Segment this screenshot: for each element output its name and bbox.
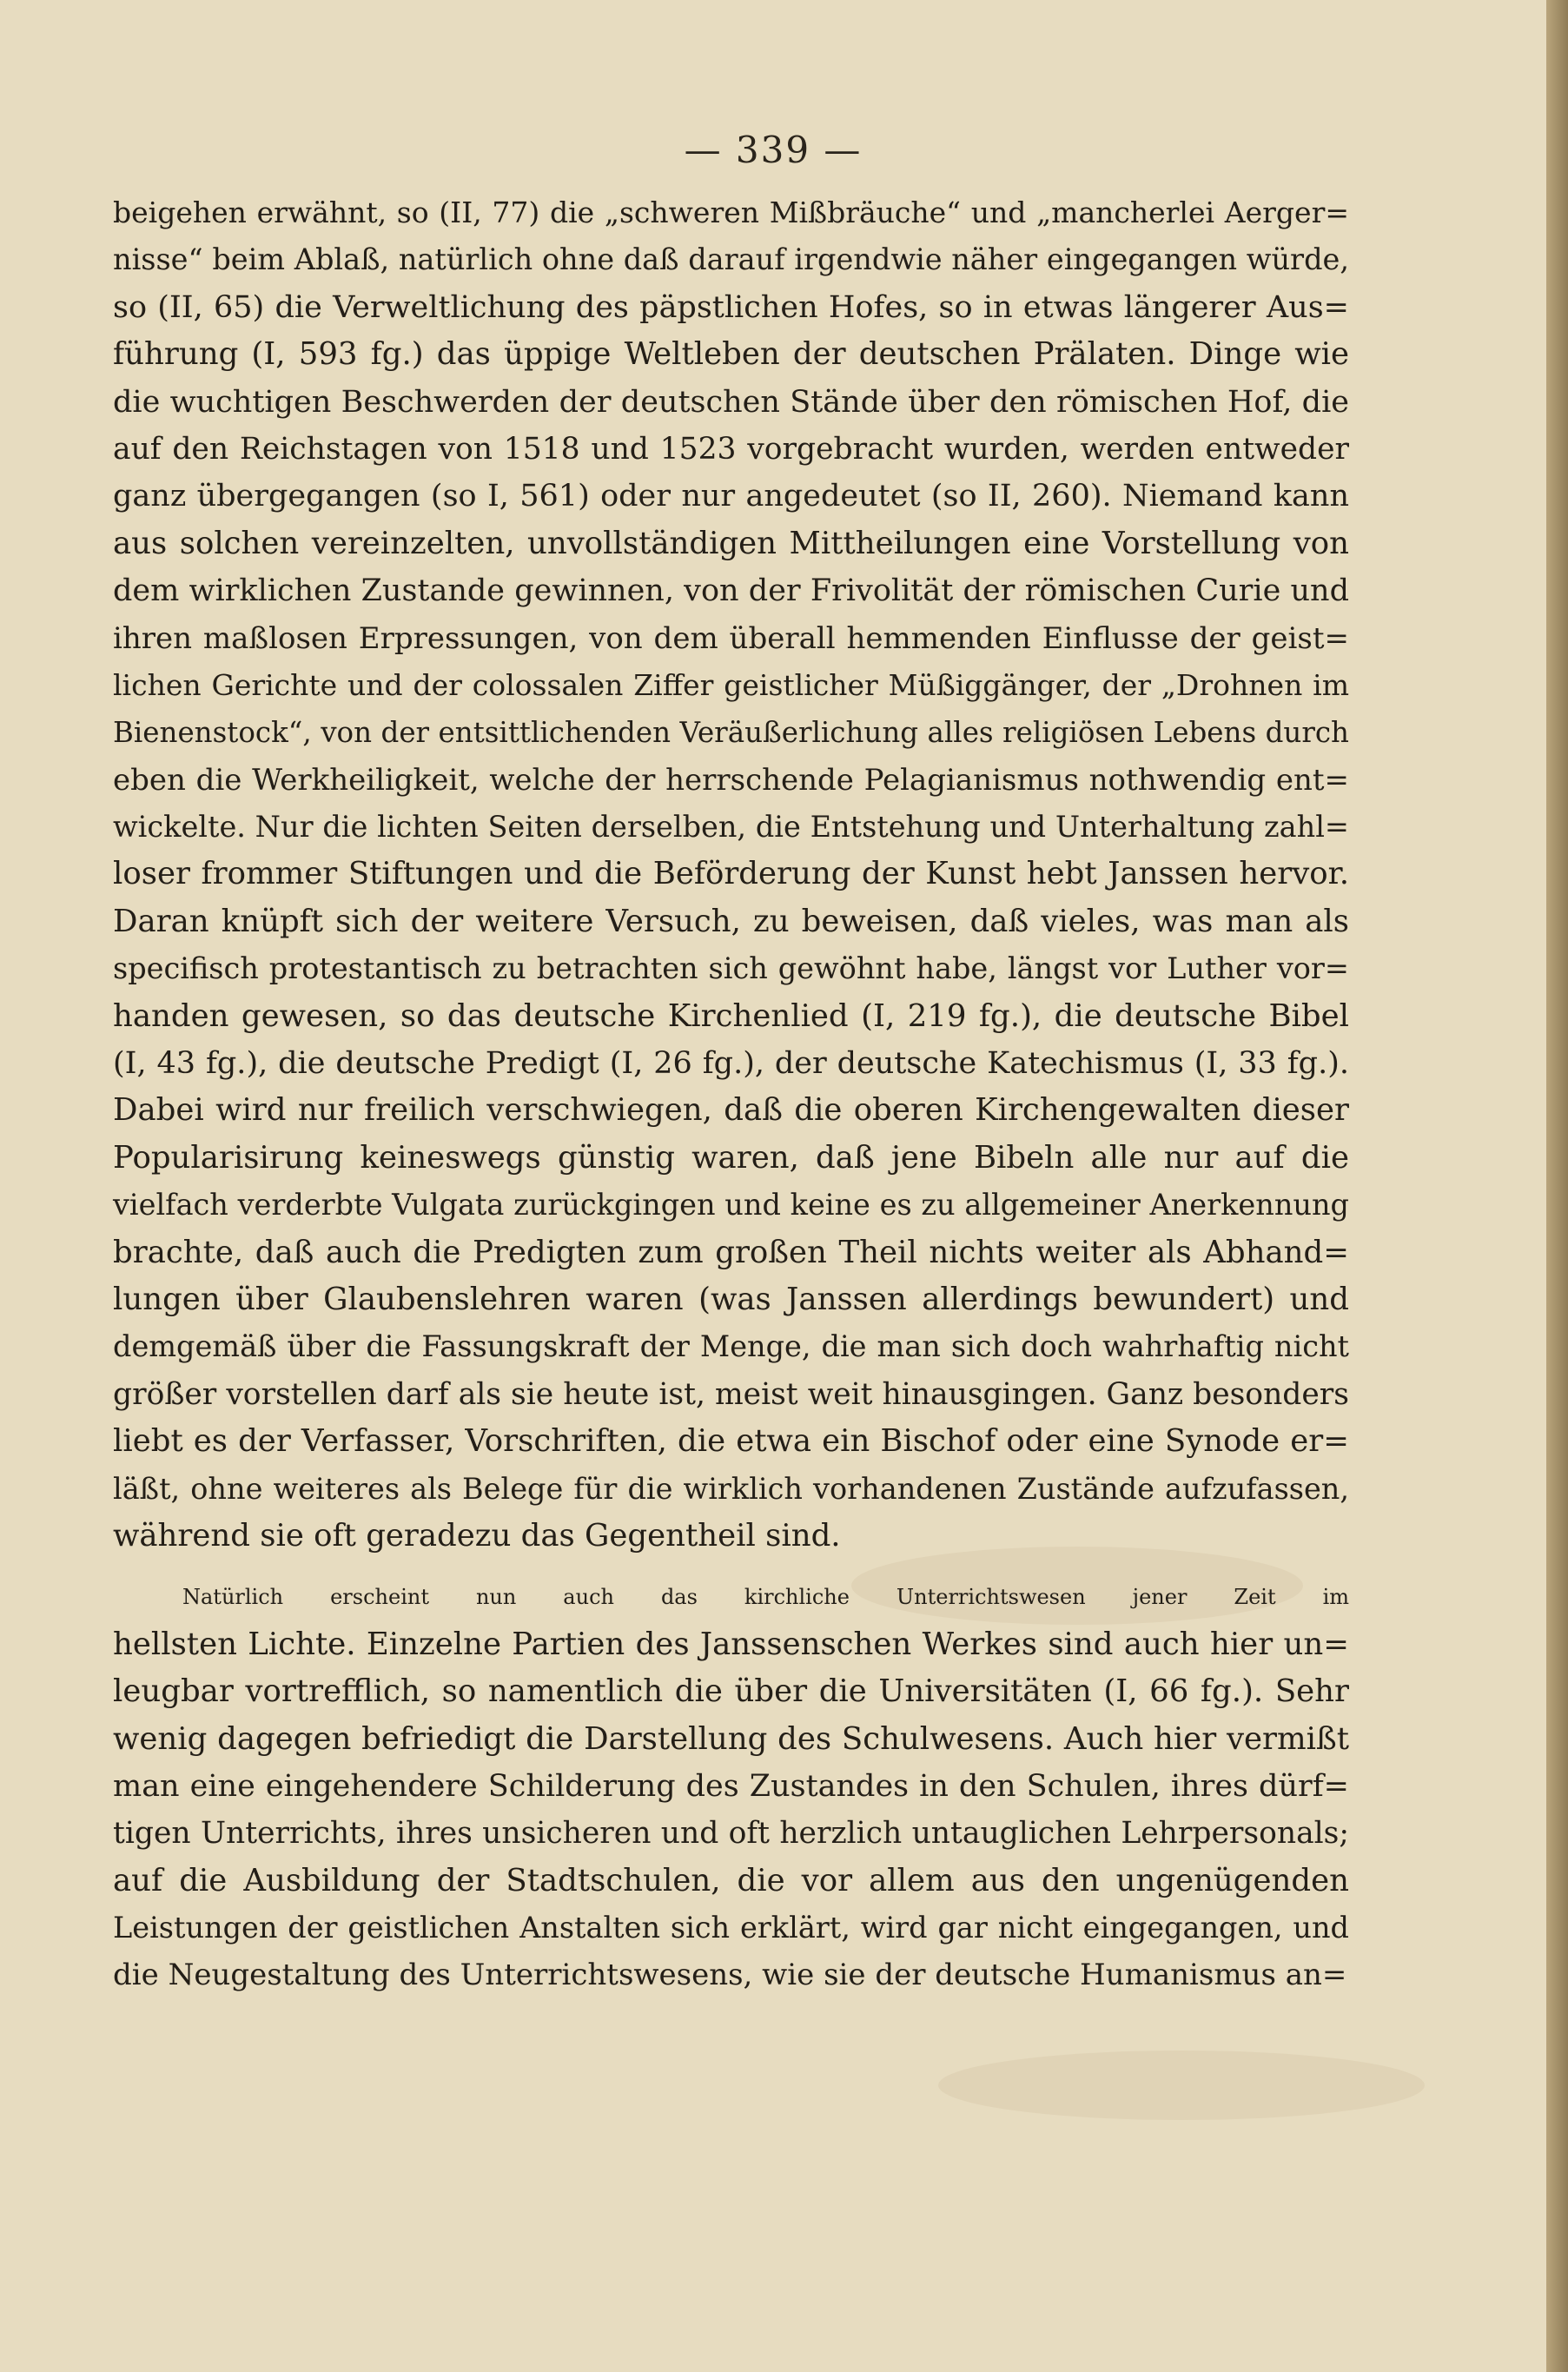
paragraph <box>113 189 1349 1560</box>
text-line: aus solchen vereinzelten, unvollständigen Mittheilungen eine Vorstellung von <box>113 525 1349 561</box>
paragraph <box>113 1574 1349 1999</box>
text-line: brachte, daß auch die Predigten zum großen Theil nichts weiter als Abhand= <box>113 1234 1349 1270</box>
text-line: auf die Ausbildung der Stadtschulen, die vor allem aus den ungenügenden <box>113 1862 1349 1898</box>
text-line: die wuchtigen Beschwerden der deutschen Stände über den römischen Hof, die <box>113 384 1349 420</box>
text-line: wenig dagegen befriedigt die Darstellung des Schulwesens. Auch hier vermißt <box>113 1720 1349 1757</box>
text-line: lungen über Glaubenslehren waren (was Janssen allerdings bewundert) und <box>113 1281 1349 1317</box>
text-line: Bienenstock“, von der entsittlichenden Veräußerlichung alles religiösen Lebens durch <box>113 716 1349 750</box>
text-line: leugbar vortrefflich, so namentlich die über die Universitäten (I, 66 fg.). Sehr <box>113 1673 1349 1710</box>
page-edge <box>1546 0 1568 2372</box>
text-line: während sie oft geradezu das Gegentheil sind. <box>113 1517 841 1554</box>
text-line: loser frommer Stiftungen und die Beförderung der Kunst hebt Janssen hervor. <box>113 856 1349 892</box>
text-line: vielfach verderbte Vulgata zurückgingen und keine es zu allgemeiner Anerkennung <box>113 1188 1349 1222</box>
body-text <box>113 189 1349 1999</box>
text-line: Dabei wird nur freilich verschwiegen, daß die oberen Kirchengewalten dieser <box>113 1092 1349 1129</box>
text-line: so (II, 65) die Verweltlichung des päpstlichen Hofes, so in etwas längerer Aus= <box>113 289 1349 325</box>
text-line: wickelte. Nur die lichten Seiten derselben, die Entstehung und Unterhaltung zahl= <box>113 810 1349 845</box>
text-line: die Neugestaltung des Unterrichtswesens, wie sie der deutsche Humanismus an= <box>113 1958 1347 1993</box>
text-line: ganz übergegangen (so I, 561) oder nur angedeutet (so II, 260). Niemand kann <box>113 479 1349 514</box>
text-line: beigehen erwähnt, so (II, 77) die „schweren Mißbräuche“ und „mancherlei Aerger= <box>113 195 1349 229</box>
text-line: liebt es der Verfasser, Vorschriften, die etwa ein Bischof oder eine Synode er= <box>113 1423 1349 1460</box>
text-line: lichen Gerichte und der colossalen Ziffer geistlicher Müßiggänger, der „Drohnen im <box>113 667 1349 702</box>
text-line: specifisch protestantisch zu betrachten sich gewöhnt habe, längst vor Luther vor= <box>113 951 1349 986</box>
text-line: Popularisirung keineswegs günstig waren, daß jene Bibeln alle nur auf die <box>113 1139 1349 1176</box>
paper-stain <box>938 2051 1425 2120</box>
text-line: größer vorstellen darf als sie heute ist, meist weit hinausgingen. Ganz besonders <box>113 1376 1349 1412</box>
text-line: man eine eingehendere Schilderung des Zustandes in den Schulen, ihres dürf= <box>113 1768 1349 1804</box>
text-line: Natürlich erscheint nun auch das kirchliche Unterrichtswesen jener Zeit im <box>182 1585 1349 1610</box>
text-line: dem wirklichen Zustande gewinnen, von der Frivolität der römischen Curie und <box>113 573 1349 609</box>
text-line: tigen Unterrichts, ihres unsicheren und oft herzlich untauglichen Lehrpersonals; <box>113 1816 1349 1852</box>
text-line: führung (I, 593 fg.) das üppige Weltleben der deutschen Prälaten. Dinge wie <box>113 336 1349 373</box>
text-line: handen gewesen, so das deutsche Kirchenlied (I, 219 fg.), die deutsche Bibel <box>113 997 1349 1034</box>
text-line: hellsten Lichte. Einzelne Partien des Janssenschen Werkes sind auch hier un= <box>113 1626 1349 1662</box>
text-line: auf den Reichstagen von 1518 und 1523 vorgebracht wurden, werden entweder <box>113 431 1349 467</box>
text-line: Leistungen der geistlichen Anstalten sich erklärt, wird gar nicht eingegangen, und <box>113 1911 1349 1945</box>
page-number: — 339 — <box>684 129 863 171</box>
text-line: (I, 43 fg.), die deutsche Predigt (I, 26 fg.), der deutsche Katechismus (I, 33 fg.). <box>113 1046 1349 1082</box>
text-line: demgemäß über die Fassungskraft der Menge, die man sich doch wahrhaftig nicht <box>113 1329 1349 1364</box>
text-line: Daran knüpft sich der weitere Versuch, zu beweisen, daß vieles, was man als <box>113 903 1349 939</box>
text-line: nisse“ beim Ablaß, natürlich ohne daß darauf irgendwie näher eingegangen würde, <box>113 242 1349 277</box>
text-line: ihren maßlosen Erpressungen, von dem überall hemmenden Einflusse der geist= <box>113 620 1349 656</box>
text-line: eben die Werkheiligkeit, welche der herrschende Pelagianismus nothwendig ent= <box>113 762 1349 798</box>
text-line: läßt, ohne weiteres als Belege für die wirklich vorhandenen Zustände aufzufassen, <box>113 1471 1349 1506</box>
